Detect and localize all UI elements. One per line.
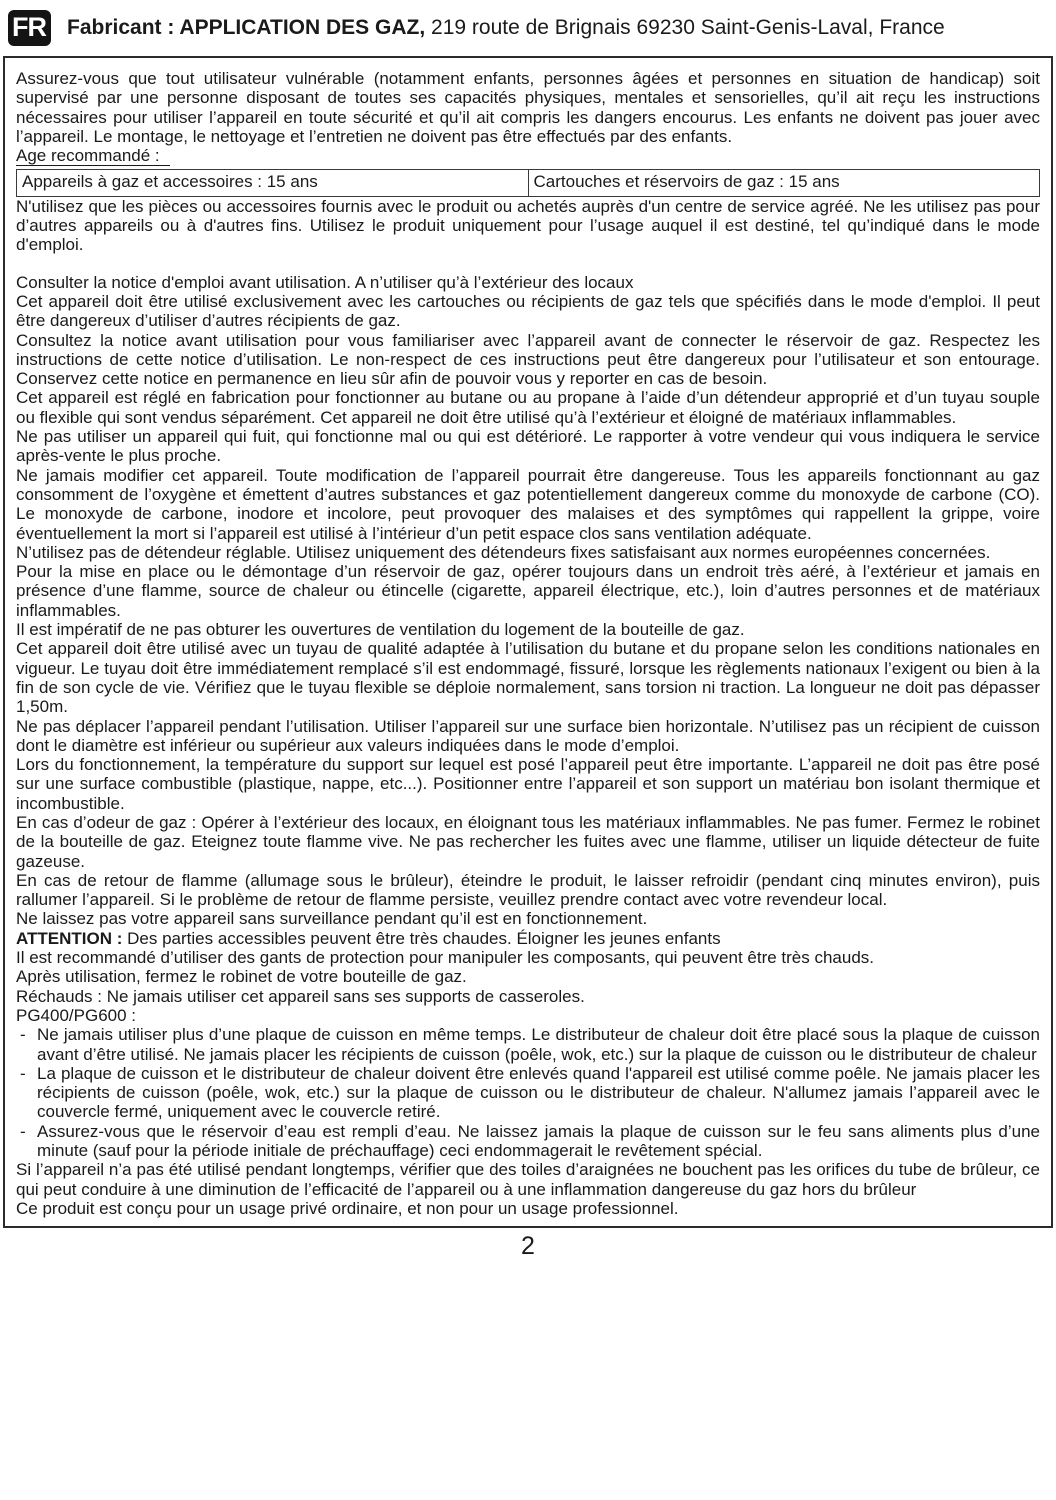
notice-paragraph: Il est impératif de ne pas obturer les ouvertures de ventilation du logement de la bouteille de gaz. xyxy=(16,620,745,640)
bullet-item xyxy=(16,1064,1040,1122)
pg-bullet-list xyxy=(16,1025,1040,1160)
language-badge-fr: FR xyxy=(8,10,51,46)
notice-paragraph: En cas de retour de flamme (allumage sous le brûleur), éteindre le produit, le laisser refroidir (pendant cinq minutes environ), puis rallumer l’appareil. Si le problème de retour de flamme persiste, veuillez prendre contact avec votre revendeur local. xyxy=(16,870,1040,910)
notice-paragraph: Après utilisation, fermez le robinet de votre bouteille de gaz. xyxy=(16,967,467,987)
notice-paragraph: Consulter la notice d'emploi avant utilisation. A n’utiliser qu’à l’extérieur des locaux xyxy=(16,272,634,292)
bullet-dash-marker: - xyxy=(20,1063,26,1083)
notice-paragraph: N’utilisez pas de détendeur réglable. Utilisez uniquement des détendeurs fixes satisfaisant aux normes européennes concernées. xyxy=(16,542,991,562)
bullet-item xyxy=(16,1025,1040,1064)
page-number: 2 xyxy=(521,1232,535,1261)
notice-paragraph: Pour la mise en place ou le démontage d’un réservoir de gaz, opérer toujours dans un endroit très aéré, à l’extérieur et jamais en présence d’une flamme, source de chaleur ou étincelle (cigarette, appareil électrique, etc.), loin d’autres personnes et de matériaux inflammables. xyxy=(16,562,1040,620)
age-table-row xyxy=(17,170,1040,196)
bullet-text: Assurez-vous que le réservoir d’eau est rempli d’eau. Ne laissez jamais la plaque de cuisson sur le feu sans aliments plus d’une minute (sauf pour la période initiale de préchauffage) ceci endommagerait le revêtement spécial. xyxy=(37,1121,1040,1161)
header xyxy=(0,0,1056,50)
safety-notice-box xyxy=(3,56,1053,1228)
notice-paragraph: Lors du fonctionnement, la température du support sur lequel est posé l’appareil peut être importante. L’appareil ne doit pas être posé sur une surface combustible (plastique, nappe, etc...). Positionner entre l’appareil et son support un matériau bon isolant thermique et incombustible. xyxy=(16,755,1040,813)
notice-paragraph: Ne laissez pas votre appareil sans surveillance pendant qu’il est en fonctionnement. xyxy=(16,909,648,929)
notice-paragraph: En cas d’odeur de gaz : Opérer à l’extérieur des locaux, en éloignant tous les matériaux inflammables. Ne pas fumer. Fermez le robinet de la bouteille de gaz. Eteignez toute flamme vive. Ne pas rechercher les fuites avec une flamme, utiliser un liquide détecteur de fuite gazeuse. xyxy=(16,812,1040,871)
rechauds-paragraph: Réchauds : Ne jamais utiliser cet appareil sans ses supports de casseroles. xyxy=(16,986,585,1006)
manufacturer-line xyxy=(67,16,945,40)
private-use-paragraph: Ce produit est conçu pour un usage privé ordinaire, et non pour un usage professionnel. xyxy=(16,1198,679,1218)
parts-accessories-paragraph: N'utilisez que les pièces ou accessoires fournis avec le produit ou achetés auprès d'un centre de service agréé. Ne les utilisez pas pour d’autres appareils ou à d'autres fins. Utilisez le produit uniquement pour l’usage auquel il est destiné, tel qu’indiqué dans le mode d'emploi. xyxy=(16,196,1040,255)
notice-paragraph: Cet appareil doit être utilisé avec un tuyau de qualité adaptée à l’utilisation du butane et du propane selon les conditions nationales en vigueur. Le tuyau doit être immédiatement remplacé s’il est endommagé, fissuré, lorsque les règlements nationaux l’exigent ou bien à la fin de son cycle de vie. Vérifiez que le tuyau flexible se déploie normalement, sans torsion ni traction. La longueur ne doit pas dépasser 1,50m. xyxy=(16,639,1040,717)
manufacturer-address: 219 route de Brignais 69230 Saint-Genis-Laval, France xyxy=(425,16,945,39)
notice-paragraph: Ne pas utiliser un appareil qui fuit, qui fonctionne mal ou qui est détérioré. Le rapporter à votre vendeur qui vous indiquera le service après-vente le plus proche. xyxy=(16,427,1040,466)
notice-paragraph: ATTENTION : Des parties accessibles peuvent être très chaudes. Éloigner les jeunes enfants xyxy=(16,928,721,948)
age-table-cell-cartridges: Cartouches et réservoirs de gaz : 15 ans xyxy=(528,170,1040,196)
age-recommended-label: Age recommandé : xyxy=(16,146,170,166)
notice-paragraph: Consultez la notice avant utilisation pour vous familiariser avec l’appareil avant de connecter le réservoir de gaz. Respectez les instructions de cette notice d’utilisation. Le non-respect de ces instructions peut être dangereux pour l’utilisateur et son entourage. Conservez cette notice en permanence en lieu sûr afin de pouvoir vous y reporter en cas de besoin. xyxy=(16,330,1040,389)
vulnerable-users-paragraph: Assurez-vous que tout utilisateur vulnérable (notamment enfants, personnes âgées et personnes en situation de handicap) soit supervisé par une personne disposant de toutes ses capacités physiques, mentales et sensorielles, qu’il ait reçu les instructions nécessaires pour utiliser l’appareil en toute sécurité et qu’il ait compris les dangers encourus. Les enfants ne doivent pas jouer avec l’appareil. Le montage, le nettoyage et l’entretien ne doivent pas être effectués par des enfants. xyxy=(16,69,1040,146)
notice-paragraph: Il est recommandé d’utiliser des gants de protection pour manipuler les composants, qui peuvent être très chauds. xyxy=(16,948,875,968)
age-recommended-heading xyxy=(16,146,1040,165)
main-instructions-block xyxy=(16,273,1040,987)
bullet-text: Ne jamais utiliser plus d’une plaque de cuisson en même temps. Le distributeur de chaleur doit être placé sous la plaque de cuisson avant d’être utilisé. Ne jamais placer les récipients de cuisson (poêle, wok, etc.) sur la plaque de cuisson ou le distributeur de chaleur xyxy=(37,1025,1040,1064)
notice-paragraph: Cet appareil est réglé en fabrication pour fonctionner au butane ou au propane à l’aide d’un détendeur approprié et d’un tuyau souple ou flexible qui sont vendus séparément. Cet appareil ne doit être utilisé qu’à l’extérieur et éloigné de matériaux inflammables. xyxy=(16,388,1040,427)
bullet-dash-marker: - xyxy=(20,1121,26,1141)
pg-models-heading: PG400/PG600 : xyxy=(16,1005,137,1025)
age-table-cell-appliances: Appareils à gaz et accessoires : 15 ans xyxy=(17,170,529,196)
bullet-text: La plaque de cuisson et le distributeur de chaleur doivent être enlevés quand l'appareil est utilisé comme poêle. Ne jamais placer les récipients de cuisson (poêle, wok, etc.) sur la plaque de cuisson ou le distributeur de chaleur. N'allumez jamais l’appareil avec le couvercle fermé, uniquement avec le couvercle retiré. xyxy=(37,1063,1040,1122)
notice-paragraph: Ne jamais modifier cet appareil. Toute modification de l’appareil pourrait être dangereuse. Tous les appareils fonctionnant au gaz consomment de l’oxygène et émettent d’autres substances et gaz potentiellement dangereux comme du monoxyde de carbone (CO). Le monoxyde de carbone, inodore et incolore, peut provoquer des malaises et des symptômes qui rappellent la grippe, voire éventuellement la mort si l’appareil est utilisé à l’intérieur d’un petit espace clos sans ventilation adéquate. xyxy=(16,465,1040,543)
spider-web-paragraph: Si l’appareil n’a pas été utilisé pendant longtemps, vérifier que des toiles d’araignées ne bouchent pas les orifices du tube de brûleur, ce qui peut conduire à une diminution de l’efficacité de l’appareil ou à une inflammation dangereuse du gaz hors du brûleur xyxy=(16,1160,1040,1199)
notice-paragraph: Ne pas déplacer l’appareil pendant l’utilisation. Utiliser l’appareil sur une surface bien horizontale. N’utilisez pas un récipient de cuisson dont le diamètre est inférieur ou supérieur aux valeurs indiquées dans le mode d’emploi. xyxy=(16,716,1040,755)
attention-label: ATTENTION : xyxy=(16,928,123,948)
footer xyxy=(0,1232,1056,1261)
notice-paragraph: Cet appareil doit être utilisé exclusivement avec les cartouches ou récipients de gaz tels que spécifiés dans le mode d'emploi. Il peut être dangereux d’utiliser d’autres récipients de gaz. xyxy=(16,291,1040,331)
bullet-dash-marker: - xyxy=(20,1025,26,1045)
age-table xyxy=(16,169,1040,196)
manufacturer-name: Fabricant : APPLICATION DES GAZ, xyxy=(67,16,426,39)
bullet-item xyxy=(16,1122,1040,1161)
